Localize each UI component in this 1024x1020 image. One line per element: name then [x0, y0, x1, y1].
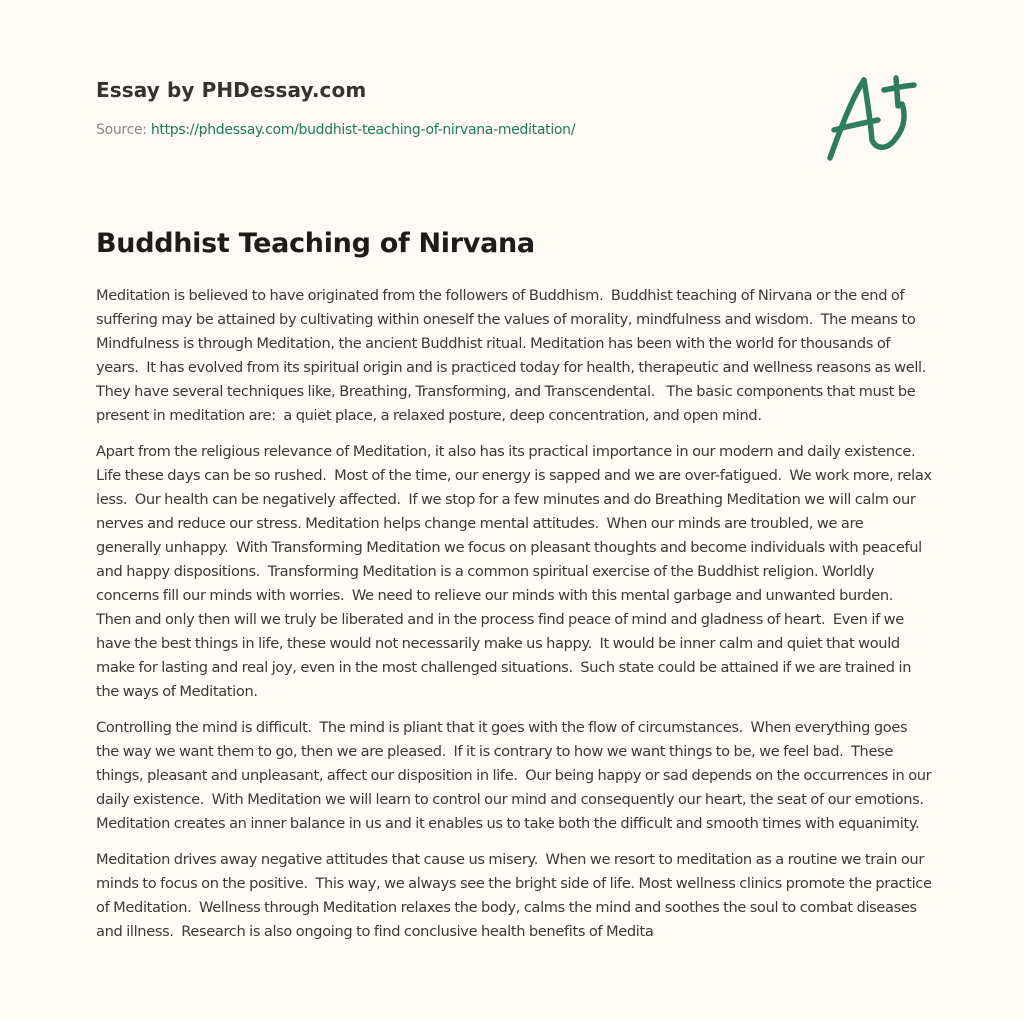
article-paragraph: Controlling the mind is difficult. The mind is pliant that it goes with the flow of circumstances. When everything goes the way we want them to go, then we are pleased. If it is contrary to how we want things to be, we feel bad. These things, pleasant and unpleasant, affect our disposition in life. Our being happy or sad depends on the occurrences in our daily existence. With Meditation we will learn to control our mind and consequently our heart, the seat of our emotions. Meditation creates an inner balance in us and it enables us to take both the difficult and smooth times with equanimity. — [96, 719, 936, 832]
article-body — [96, 284, 936, 956]
article-title: Buddhist Teaching of Nirvana — [96, 228, 535, 259]
essay-header — [96, 76, 936, 140]
source-label: Source: — [96, 122, 151, 138]
article-paragraph: Meditation is believed to have originated from the followers of Buddhism. Buddhist teaching of Nirvana or the end of suffering may be attained by cultivating within oneself the values of morality, mindfulness and wisdom. The means to Mindfulness is through Meditation, the ancient Buddhist ritual. Meditation has been with the world for thousands of years. It has evolved from its spiritual origin and is practiced today for health, therapeutic and wellness reasons as well. They have several techniques like, Breathing, Transforming, and Transcendental. The basic components that must be present in meditation are: a quiet place, a relaxed posture, deep concentration, and open mind. — [96, 287, 934, 424]
a-plus-grade-icon — [818, 58, 930, 170]
source-link[interactable]: https://phdessay.com/buddhist-teaching-of-nirvana-meditation/ — [150, 122, 576, 138]
site-title: Essay by PHDessay.com — [96, 78, 367, 102]
article-paragraph: Meditation drives away negative attitudes that cause us misery. When we resort to meditation as a routine we train our minds to focus on the positive. This way, we always see the bright side of life. Most wellness clinics promote the practice of Meditation. Wellness through Meditation relaxes the body, calms the mind and soothes the soul to combat diseases and illness. Research is also ongoing to find conclusive health benefits of Medita — [96, 851, 936, 940]
source-line — [96, 120, 936, 140]
article-paragraph: Apart from the religious relevance of Meditation, it also has its practical importance in our modern and daily existence. Life these days can be so rushed. Most of the time, our energy is sapped and we are over-fatigued. We work more, relax less. Our health can be negatively affected. If we stop for a few minutes and do Breathing Meditation we will calm our nerves and reduce our stress. Meditation helps change mental attitudes. When our minds are troubled, we are generally unhappy. With Transforming Meditation we focus on pleasant thoughts and become individuals with peaceful and happy dispositions. Transforming Meditation is a common spiritual exercise of the Buddhist religion. Worldly concerns fill our minds with worries. We need to relieve our minds with this mental garbage and unwanted burden. Then and only then will we truly be liberated and in the process find peace of mind and gladness of heart. Even if we have the best things in life, these would not necessarily make us happy. It would be inner calm and quiet that would make for lasting and real joy, even in the most challenged situations. Such state could be attained if we are trained in the ways of Meditation. — [96, 443, 936, 700]
